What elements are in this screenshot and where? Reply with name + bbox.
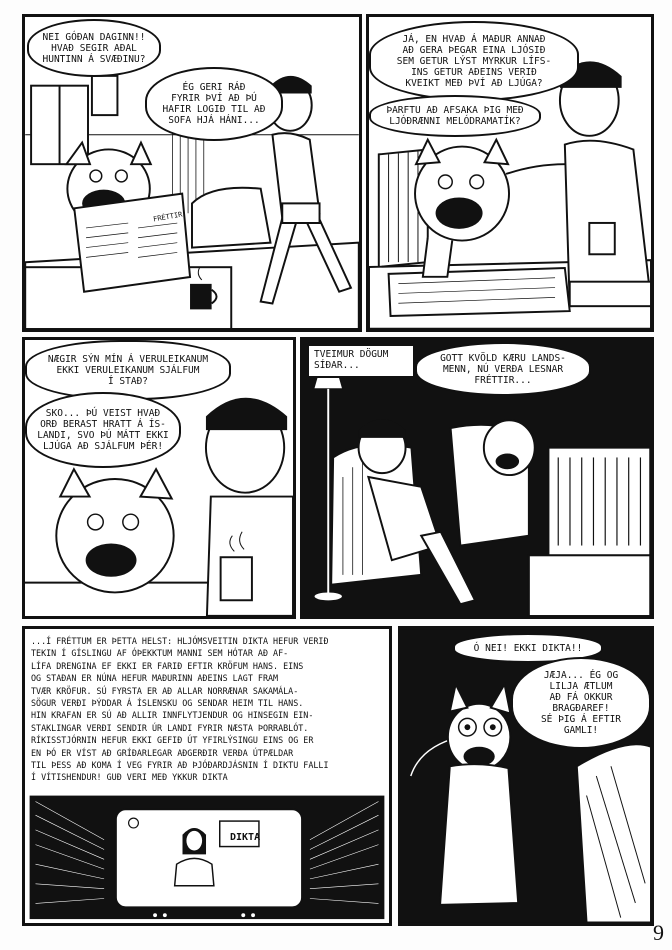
speech-bubble-man-lying-light: JÁ, EN HVAÐ Á MAÐUR ANNAÐ AÐ GERA ÞEGAR EINA LJÓSIÐ SEM GETUR LÝST MYRKUR LÍFS- INS GETUR AÐEINS VERIÐ KVEIKT MEÐ ÞVÍ AÐ LJÚGA? xyxy=(369,21,579,101)
speech-bubble-dog-accusation: ÉG GERI RÁÐ FYRIR ÞVÍ AÐ ÞÚ HAFIR LOGIÐ TIL AÐ SOFA HJÁ HÁNI... xyxy=(145,67,283,141)
panel-2-kitchen-argument xyxy=(366,14,654,332)
panel-3-closeup xyxy=(22,337,296,619)
speech-bubble-dog-melodrama: ÞARFTU AÐ AFSAKA ÞIG MEÐ LJÓÐRÆNNI MELÓDRAMATÍK? xyxy=(369,95,541,137)
page-number: 9 xyxy=(653,920,664,945)
panel-1-kitchen xyxy=(22,14,362,332)
speech-bubble-tv-announcer: GOTT KVÖLD KÆRU LANDS- MENN, NÚ VERÐA LESNAR FRÉTTIR... xyxy=(415,342,591,396)
tv-sign-text: DIKTA xyxy=(230,832,261,843)
caption-two-days-later: TVEIMUR DÖGUM SÍÐAR... xyxy=(307,344,415,378)
speech-bubble-man-greeting: NEI GÓÐAN DAGINN!! HVAÐ SEGIR AÐAL HUNTINN Á SVÆÐINU? xyxy=(27,19,161,77)
speech-bubble-man-leaving: JÆJA... ÉG OG LILJA ÆTLUM AÐ FÁ OKKUR BRAGÐAREF! SÉ ÞIG Á EFTIR GAMLI! xyxy=(511,657,651,749)
panel-6-dog-reaction xyxy=(398,626,654,926)
panel-4-tv-room xyxy=(300,337,654,619)
newspaper-label: FRÉTTIR xyxy=(152,210,183,224)
panel-5-news-broadcast xyxy=(22,626,392,926)
speech-bubble-dog-rumors: SKO... ÞÚ VEIST HVAÐ ORÐ BERAST HRATT Á ÍS- LANDI, SVO ÞÚ MÁTT EKKI LJÚGA AÐ SJÁLFUM ÞÉR! xyxy=(25,392,181,468)
speech-bubble-oh-no-dikta: Ó NEI! EKKI DIKTA!! xyxy=(453,633,603,663)
news-report-text: ...Í FRÉTTUM ER ÞETTA HELST: HLJÓMSVEITIN DIKTA HEFUR VERIÐ TEKIN Í GÍSLINGU AF ÓÞEKKTUM MANNI SEM HÓTAR AÐ AF- LÍFA DRENGINA EF EKKI ER FARIÐ EFTIR KRÖFUM HANS. EINS OG STAÐAN ER NÚNA HEFUR MAÐURINN AÐEINS LAGT FRAM TVÆR KRÖFUR. SÚ FYRSTA ER AÐ ALLAR NORRÆNAR SAKAMÁLA- SÖGUR VERÐI ÞÝDDAR Á ÍSLENSKU OG SENDAR HEIM TIL HANS. HIN KRAFAN ER SÚ AÐ ALLIR INNFLYTJENDUR OG HINSEGIN EIN- STAKLINGAR VERÐI SENDIR ÚR LANDI FYRIR NÆSTA ÞORRABLÓT. RÍKISSTJÓRNIN HEFUR EKKI GEFIÐ ÚT YFIRLÝSINGU EINS OG ER EN ÞÓ ER VÍST AÐ GRÍÐARLEGAR AÐGERÐIR VERÐA ÚTPÆLDAR TIL ÞESS AÐ KOMA Í VEG FYRIR AÐ ÞJÓÐARDJÁSNIN Í DIKTU FALLI Í VÍTISHENDUR! GUÐ VERI MEÐ YKKUR DIKTA xyxy=(31,636,329,783)
speech-bubble-man-reality: NÆGIR SÝN MÍN Á VERULEIKANUM EKKI VERULEIKANUM SJÁLFUM Í STAÐ? xyxy=(25,340,231,400)
